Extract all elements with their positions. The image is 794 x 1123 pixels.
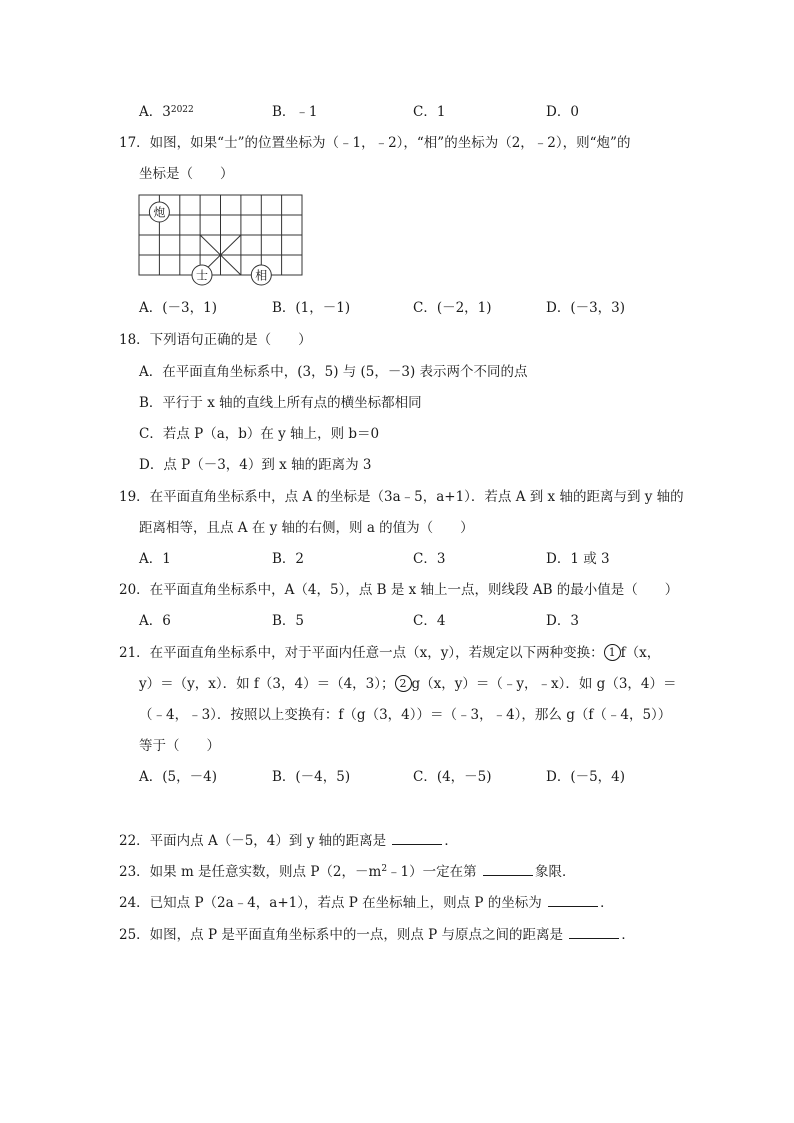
q24-end: ． — [600, 895, 614, 911]
q18-option-a: A．在平面直角坐标系中，(3，5) 与 (5，－3) 表示两个不同的点 — [139, 364, 528, 380]
q21-stem-line3: （﹣4，﹣3）．按照以上变换有：f（g（3，4））＝（﹣3，﹣4），那么 g（f（﹣4，5）） — [139, 707, 672, 723]
q16-option-a — [139, 102, 194, 122]
q19-stem-line2: 距离相等，且点 A 在 y 轴的右侧，则 a 的值为（ ） — [139, 520, 474, 536]
q22-end: ． — [444, 833, 458, 849]
q19-option-d: D．1 或 3 — [546, 551, 610, 567]
q16-option-d: D．0 — [546, 104, 579, 120]
circled-two: 2 — [395, 675, 412, 692]
piece-xiang-label: 相 — [255, 268, 268, 283]
q21-option-a: A．(5，－4) — [139, 769, 217, 785]
q21-stem-line4: 等于（ ） — [139, 738, 220, 754]
q20-option-a: A．6 — [139, 613, 171, 629]
q16-option-a-exponent: 2022 — [170, 105, 194, 115]
q23-end: 象限． — [534, 864, 576, 880]
circled-one: 1 — [604, 644, 621, 661]
piece-pao — [149, 202, 169, 222]
q21-stem-line2 — [139, 674, 677, 694]
q17-stem-line1: 17．如图，如果“士”的位置坐标为（﹣1，﹣2），“相”的坐标为（2，﹣2），则“炮”的 — [119, 135, 631, 151]
q19-option-a: A．1 — [139, 551, 171, 567]
q25-end: ． — [621, 927, 635, 943]
piece-shi — [192, 265, 212, 285]
q21-line1-text: 21．在平面直角坐标系中，对于平面内任意一点（x，y），若规定以下两种变换： — [119, 645, 604, 661]
q21-line1-tail: f（x， — [620, 645, 661, 661]
q16-option-a-base: A．3 — [139, 104, 171, 120]
q23-exponent: 2 — [381, 864, 388, 874]
q23-answer-blank[interactable] — [483, 861, 533, 876]
q17-stem-line2: 坐标是（ ） — [139, 166, 234, 182]
piece-xiang — [251, 265, 271, 285]
q19-option-c: C．3 — [413, 551, 446, 567]
q21-line2-tail: g（x，y）＝（﹣y，﹣x）．如 g（3，4）＝ — [411, 676, 677, 692]
q18-stem: 18．下列语句正确的是（ ） — [119, 332, 312, 348]
q22-text: 22．平面内点 A（－5，4）到 y 轴的距离是 — [119, 833, 387, 849]
q18-option-b: B．平行于 x 轴的直线上所有点的横坐标都相同 — [139, 395, 422, 411]
q24-answer-blank[interactable] — [548, 892, 598, 907]
q17-option-d: D．(－3，3) — [546, 300, 626, 316]
q24-stem — [119, 892, 614, 913]
q21-option-b: B．(－4，5) — [272, 769, 351, 785]
q21-option-c: C．(4，－5) — [413, 769, 492, 785]
q18-option-d: D．点 P（－3，4）到 x 轴的距离为 3 — [139, 457, 372, 473]
q16-option-c: C．1 — [413, 104, 446, 120]
q21-line2-text: y）＝（y，x）．如 f（3，4）＝（4，3）； — [139, 676, 395, 692]
q23-text-b: ﹣1）一定在第 — [387, 864, 477, 880]
piece-pao-label: 炮 — [153, 205, 166, 220]
q22-stem — [119, 830, 458, 851]
q24-text: 24．已知点 P（2a﹣4，a+1），若点 P 在坐标轴上，则点 P 的坐标为 — [119, 895, 542, 911]
chess-board-figure — [138, 190, 308, 286]
q17-option-c: C．(－2，1) — [413, 300, 492, 316]
q18-option-c: C．若点 P（a，b）在 y 轴上，则 b＝0 — [139, 426, 380, 442]
q19-option-b: B．2 — [272, 551, 305, 567]
q25-answer-blank[interactable] — [569, 924, 619, 939]
q20-option-b: B．5 — [272, 613, 305, 629]
q17-option-b: B．(1，－1) — [272, 300, 351, 316]
q25-stem — [119, 924, 635, 945]
q20-stem: 20．在平面直角坐标系中，A（4，5），点 B 是 x 轴上一点，则线段 AB 的最小值是（ ） — [119, 582, 679, 598]
q20-option-c: C．4 — [413, 613, 446, 629]
q21-option-d: D．(－5，4) — [546, 769, 626, 785]
q20-option-d: D．3 — [546, 613, 579, 629]
q19-stem-line1: 19．在平面直角坐标系中，点 A 的坐标是（3a﹣5，a+1）．若点 A 到 x 轴的距离与到 y 轴的 — [119, 489, 684, 505]
q17-option-a: A．(－3，1) — [139, 300, 217, 316]
piece-shi-label: 士 — [195, 268, 209, 283]
q25-text: 25．如图，点 P 是平面直角坐标系中的一点，则点 P 与原点之间的距离是 — [119, 927, 564, 943]
q21-stem-line1 — [119, 643, 660, 663]
q22-answer-blank[interactable] — [392, 830, 442, 845]
q23-stem — [119, 861, 575, 882]
q16-option-b: B．﹣1 — [272, 104, 318, 120]
q23-text-a: 23．如果 m 是任意实数，则点 P（2，－m — [119, 864, 382, 880]
